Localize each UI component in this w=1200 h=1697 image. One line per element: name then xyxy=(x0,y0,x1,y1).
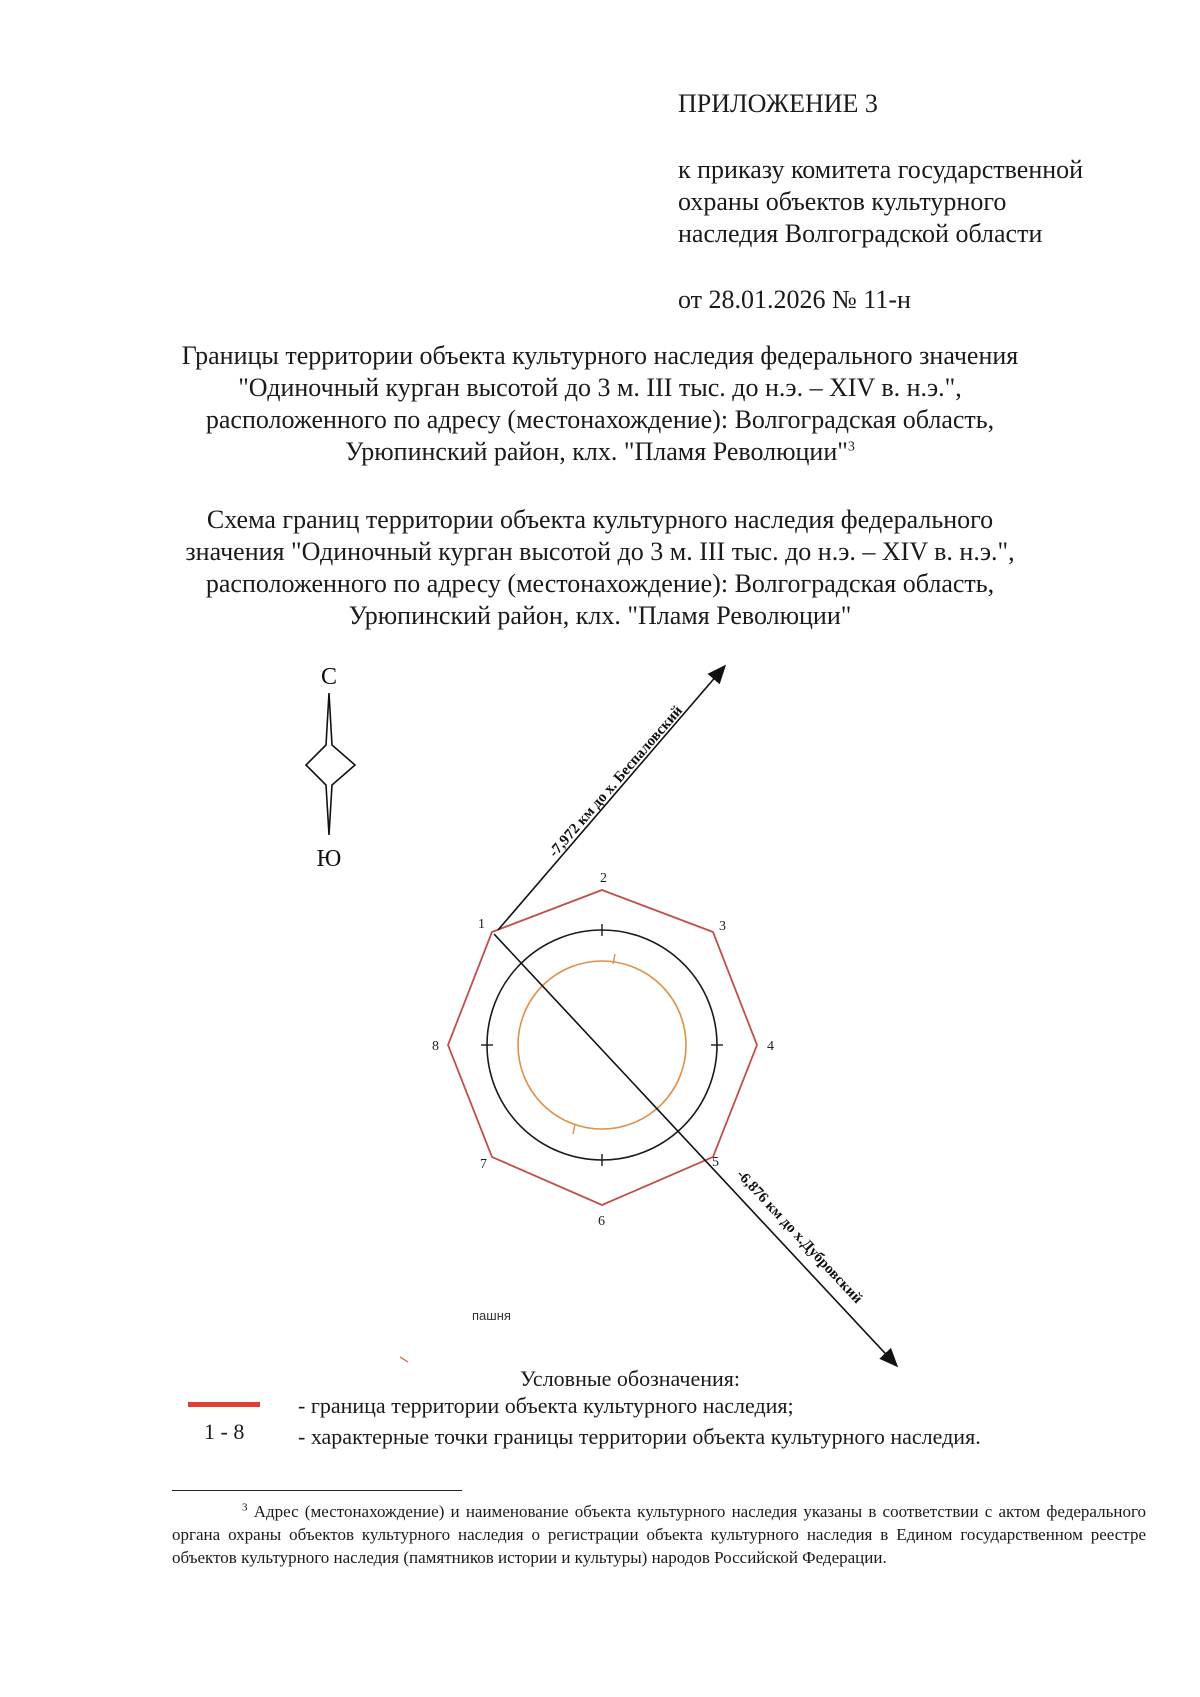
title-line-2: "Одиночный курган высотой до 3 м. III тыс. до н.э. – XIV в. н.э.", xyxy=(238,373,962,402)
footnote xyxy=(172,1500,1146,1569)
point-label-6: 6 xyxy=(598,1214,605,1229)
footnote-mark: 3 xyxy=(242,1501,248,1514)
scheme-line-4: Урюпинский район, клх. "Пламя Революции" xyxy=(348,601,852,630)
point-label-7: 7 xyxy=(480,1157,487,1172)
field-label: пашня xyxy=(472,1308,511,1323)
title-line-1: Границы территории объекта культурного наследия федерального значения xyxy=(181,341,1019,370)
legend-boundary-swatch xyxy=(188,1402,260,1407)
legend-title: Условные обозначения: xyxy=(520,1366,741,1391)
point-label-1: 1 xyxy=(478,917,485,932)
scheme-line-3: расположенного по адресу (местонахождение): Волгоградская область, xyxy=(205,569,995,598)
compass-north-label: С xyxy=(320,664,338,690)
mound-ticks xyxy=(573,954,615,1134)
arrow-southeast-label: -6,876 км до х.Дубровский xyxy=(733,1166,866,1307)
order-line-3: наследия Волгоградской области xyxy=(678,219,1043,248)
arrow-northeast-label: -7,972 км до х. Беспаловский xyxy=(545,702,686,861)
order-date: от 28.01.2026 № 11-н xyxy=(678,285,911,314)
order-line-2: охраны объектов культурного xyxy=(678,187,1007,216)
legend-boundary-text: - граница территории объекта культурного наследия; xyxy=(298,1393,794,1418)
appendix-label: ПРИЛОЖЕНИЕ 3 xyxy=(678,89,878,118)
point-label-8: 8 xyxy=(432,1039,439,1054)
point-label-3: 3 xyxy=(719,919,726,934)
scheme-line-2: значения "Одиночный курган высотой до 3 м. III тыс. до н.э. – XIV в. н.э.", xyxy=(185,537,1015,566)
compass-rose xyxy=(306,664,355,872)
order-line-1: к приказу комитета государственной xyxy=(678,155,1084,184)
footnote-text: Адрес (местонахождение) и наименование объекта культурного наследия указаны в соответствии с актом федерального органа охраны объектов культурного наследия о регистрации объекта культурного наследия в Едином государственном реестре объектов культурного наследия (памятников истории и культуры) народов Российской Федерации. xyxy=(172,1502,1146,1567)
point-label-5: 5 xyxy=(712,1155,719,1170)
legend-points-key: 1 - 8 xyxy=(204,1419,245,1444)
title-line-3: расположенного по адресу (местонахождение): Волгоградская область, xyxy=(205,405,995,434)
scheme-line-1: Схема границ территории объекта культурного наследия федерального xyxy=(206,505,994,534)
legend-points-text: - характерные точки границы территории объекта культурного наследия. xyxy=(298,1424,981,1449)
compass-star-icon xyxy=(306,693,355,835)
title-line-4-text: Урюпинский район, клх. "Пламя Революции" xyxy=(345,437,848,466)
stray-mark xyxy=(400,1357,408,1362)
point-label-4: 4 xyxy=(767,1039,774,1054)
title-footnote-mark: 3 xyxy=(847,439,855,455)
compass-south-label: Ю xyxy=(316,846,342,872)
point-label-2: 2 xyxy=(600,871,607,886)
footnote-separator xyxy=(172,1490,462,1491)
